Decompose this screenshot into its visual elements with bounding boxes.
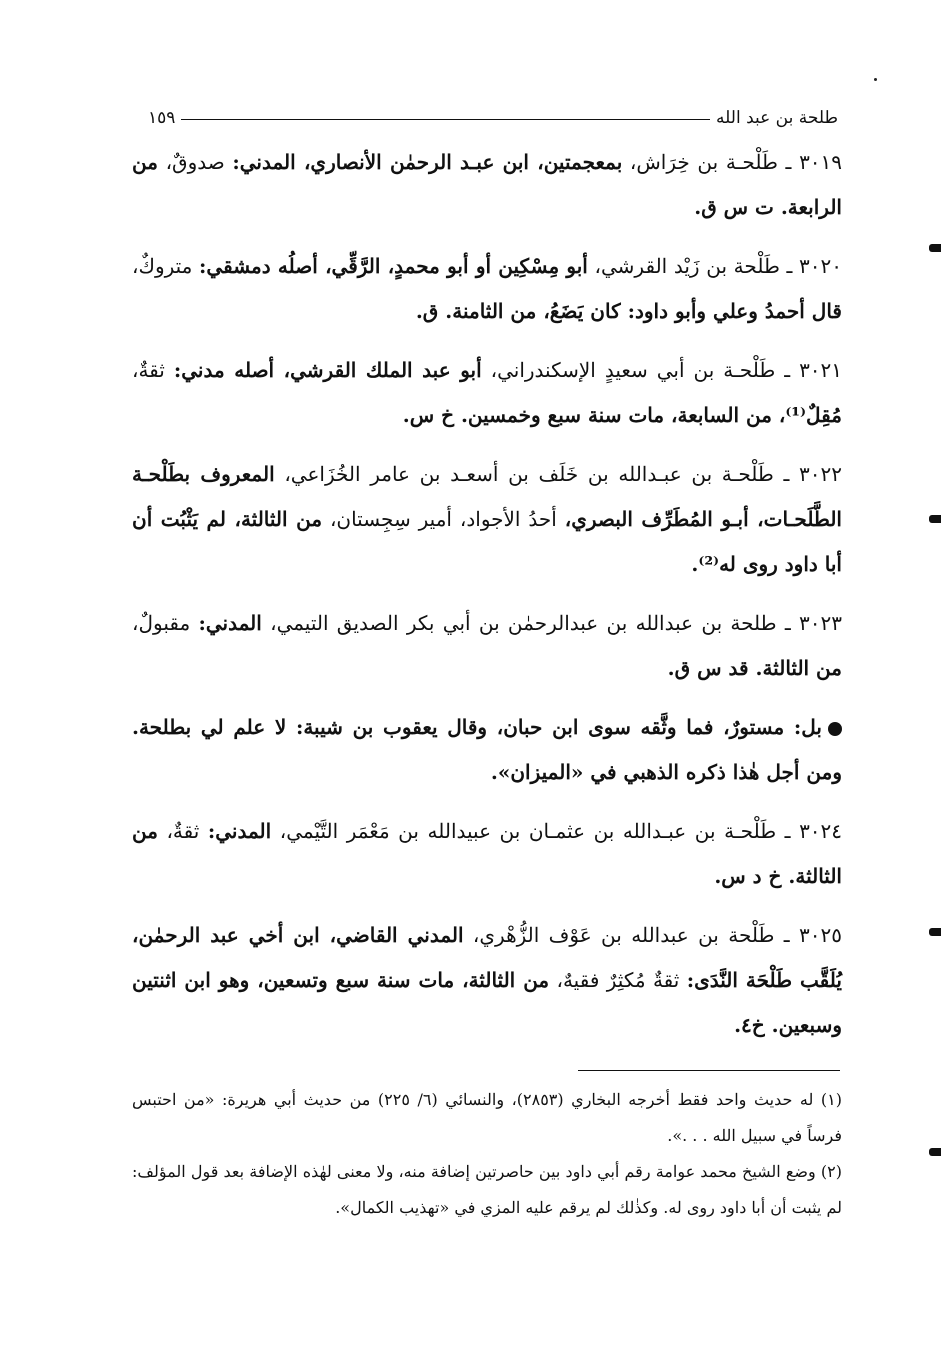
edge-tab-mark [929,928,941,936]
entry-text: ـ طَلْحة بن زَيْد القرشي، [587,254,793,278]
entry-bold: من الرابعة. ت س ق. [132,150,842,219]
entry-3022 [132,452,842,587]
entry-text: ـ طَلْحـة بن عبـدالله بن عثمـان بن عبيدالله بن مَعْمَر التَّيْمي، [271,819,791,843]
entry-text: مقبولٌ، [132,611,199,635]
edge-tab-mark [929,1148,941,1156]
entry-number: ٣٠٢٤ [799,819,843,843]
entry-number: ٣٠٢٠ [799,254,842,278]
entries-body [132,140,842,1062]
running-header [148,96,838,128]
entry-text: ثقةٌ مُكثِرٌ فقيهٌ، [549,968,687,992]
footnote-2: (٢) وضع الشيخ محمد عوامة رقم أبي داود بين حاصرتين إضافة منه، ولا معنى لهٰذه الإضافة بعد قول المؤلف: لم يثبت أن أبا داود روى له. وكذٰلك لم يرقم عليه المزي في «تهذيب الكمال». [132,1162,842,1217]
entry-bold: المعروف بطَلْحـة الطَّلَحـات، أبـو المُطَرِّف البصري، [132,462,842,531]
entry-text: ـ طَلْحـة بن أبي سعيدٍ الإسكندراني، [481,358,791,382]
entry-text: ثقةٌ، [157,819,208,843]
entry-bold: من الثالثة، لم يَثْبُت أن أبا داود روى له⁽²⁾. [132,507,842,576]
entry-text: ـ طَلْحـة بن عبـدالله بن خَلَف بن أسعـد بن عامر الخُزَاعي، [274,462,790,486]
entry-number: ٣٠٢٣ [799,611,843,635]
entry-3020 [132,244,842,334]
entry-number: ٣٠٢٥ [799,923,843,947]
entry-number: ٣٠٢١ [799,358,843,382]
edge-tab-mark [929,515,941,523]
entry-text: ـ طَلْحـة بن خِرَاش، [622,150,792,174]
entry-text: صدوقٌ، [157,150,233,174]
entry-bold: المدني: [198,611,262,635]
entry-bold: من الثالثة. قد س ق. [667,656,842,680]
note-label: بل: مستورٌ، [713,715,822,739]
entry-text: ثقةٌ، [132,358,174,382]
entry-bold: أبو عبد الملك القرشي، أصله مدني: [173,358,482,382]
scan-speck [874,78,877,81]
header-rule [181,119,710,120]
entry-bold: من الثالثة. خ د س. [132,819,842,888]
entry-3025 [132,913,842,1048]
entry-3019 [132,140,842,230]
entry-bold: المدني: [207,819,272,843]
entry-bold: من الثالثة، مات سنة سبع وتسعين، وهو ابن اثنتين وسبعين. خ٤. [132,968,842,1037]
header-title: طلحة بن عبد الله [716,108,838,128]
entry-3023 [132,601,842,691]
entry-bold: مُقِلٌ⁽¹⁾، من السابعة، مات سنة سبع وخمسين. خ س. [402,403,842,427]
entry-text: متروكٌ، [132,254,200,278]
entry-text: ـ طَلْحة بن عبدالله بن عَوْف الزُّهْري، [463,923,790,947]
footnote-1: (١) له حديث واحد فقط أخرجه البخاري (٢٨٥٣)، والنسائي (٦/ ٢٢٥) من حديث أبي هريرة: «من احتبس فرساً في سبيل الله . . .». [132,1090,843,1145]
entry-bold: قال أحمدُ وعلي وأبو داود: كان يَضَعُ، من الثامنة. ق. [415,299,842,323]
entry-text: ـ طلحة بن عبدالله بن عبدالرحمٰن بن أبي بكر الصديق التيمي، [261,611,791,635]
entry-number: ٣٠٢٢ [799,462,842,486]
page-number: ١٥٩ [148,108,176,128]
entry-bold: المدني القاضي، ابن أخي عبد الرحمٰن، يُلَقَّب طَلْحَة النَّدَى: [132,923,842,992]
entry-number: ٣٠١٩ [799,150,843,174]
edge-tab-mark [929,244,941,252]
note-text: فما وثَّقه سوى ابن حبان، وقال يعقوب بن شيبة: لا علم لي بطلحة. ومن أجل هٰذا ذكره الذهبي في «الميزان». [132,715,842,784]
entry-bold: بمعجمتين، ابن عبـد الرحمٰن الأنصاري، المدني: [232,150,623,174]
entry-3024 [132,809,842,899]
editor-note [132,705,842,795]
entry-bold: أبو مِسْكِين أو أبو محمدٍ، الرَّقِّي، أصلُه دمشقي: [199,254,588,278]
bullet-icon [828,722,842,736]
footnotes [132,1082,842,1226]
footnote-rule [578,1070,840,1071]
entry-3021 [132,348,842,438]
entry-text: أحدُ الأجواد، أمير سِجِستان، [322,507,565,531]
